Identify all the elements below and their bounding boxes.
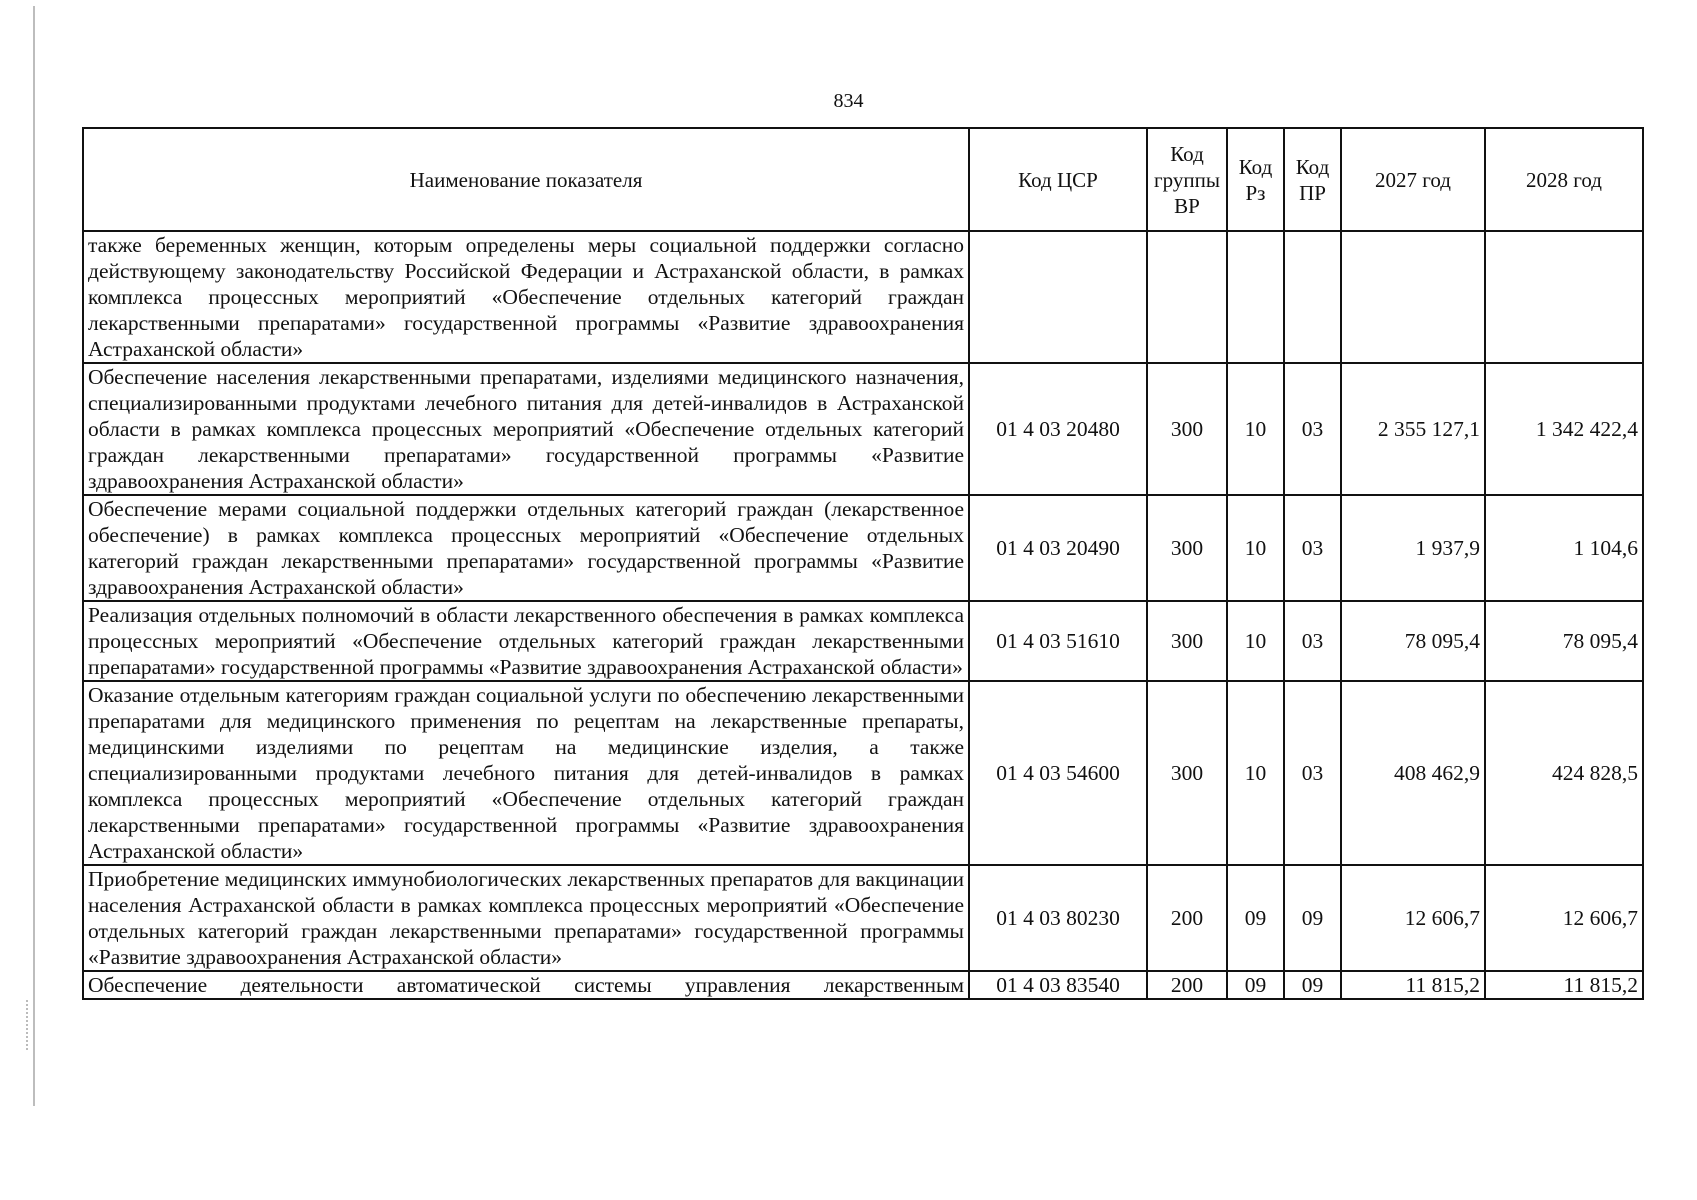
row-vr: 300 (1147, 601, 1227, 681)
row-csr: 01 4 03 54600 (969, 681, 1147, 865)
header-name: Наименование показателя (83, 128, 969, 231)
table-row (83, 231, 1643, 363)
row-2027: 78 095,4 (1341, 601, 1485, 681)
row-name: также беременных женщин, которым определены меры социальной поддержки согласно действующему законодательству Российской Федерации и Астраханской области, в рамках комплекса процессных мероприятий «Обеспечение отдельных категорий граждан лекарственными препаратами» государственной программы «Развитие здравоохранения Астраханской области» (83, 231, 969, 363)
row-vr (1147, 231, 1227, 363)
row-csr (969, 231, 1147, 363)
row-2027: 408 462,9 (1341, 681, 1485, 865)
row-csr: 01 4 03 20480 (969, 363, 1147, 495)
row-2028 (1485, 231, 1643, 363)
row-rz (1227, 231, 1284, 363)
row-vr: 300 (1147, 363, 1227, 495)
row-2027 (1341, 231, 1485, 363)
row-vr: 300 (1147, 495, 1227, 601)
row-csr: 01 4 03 51610 (969, 601, 1147, 681)
row-2027: 11 815,2 (1341, 971, 1485, 999)
row-name: Реализация отдельных полномочий в области лекарственного обеспечения в рамках комплекса процессных мероприятий «Обеспечение отдельных категорий граждан лекарственными препаратами» государственной программы «Развитие здравоохранения Астраханской области» (83, 601, 969, 681)
header-2028: 2028 год (1485, 128, 1643, 231)
row-pr: 03 (1284, 495, 1341, 601)
header-pr: Код ПР (1284, 128, 1341, 231)
header-row (83, 128, 1643, 231)
table-row (83, 865, 1643, 971)
row-2028: 424 828,5 (1485, 681, 1643, 865)
row-vr: 200 (1147, 971, 1227, 999)
header-2027: 2027 год (1341, 128, 1485, 231)
row-rz: 10 (1227, 363, 1284, 495)
row-vr: 200 (1147, 865, 1227, 971)
row-pr: 03 (1284, 363, 1341, 495)
row-name: Обеспечение мерами социальной поддержки отдельных категорий граждан (лекарственное обеспечение) в рамках комплекса процессных мероприятий «Обеспечение отдельных категорий граждан лекарственными препаратами» государственной программы «Развитие здравоохранения Астраханской области» (83, 495, 969, 601)
row-csr: 01 4 03 20490 (969, 495, 1147, 601)
row-pr: 03 (1284, 601, 1341, 681)
row-2028: 11 815,2 (1485, 971, 1643, 999)
row-rz: 09 (1227, 865, 1284, 971)
header-vr: Код группы ВР (1147, 128, 1227, 231)
row-rz: 10 (1227, 601, 1284, 681)
row-2028: 1 342 422,4 (1485, 363, 1643, 495)
scan-margin-dots (26, 1000, 30, 1050)
row-name: Обеспечение деятельности автоматической системы управления лекарственным (83, 971, 969, 999)
row-2027: 12 606,7 (1341, 865, 1485, 971)
row-2028: 12 606,7 (1485, 865, 1643, 971)
row-rz: 10 (1227, 681, 1284, 865)
row-csr: 01 4 03 83540 (969, 971, 1147, 999)
row-2027: 2 355 127,1 (1341, 363, 1485, 495)
row-name: Обеспечение населения лекарственными препаратами, изделиями медицинского назначения, специализированными продуктами лечебного питания для детей-инвалидов в Астраханской области в рамках комплекса процессных мероприятий «Обеспечение отдельных категорий граждан лекарственными препаратами» государственной программы «Развитие здравоохранения Астраханской области» (83, 363, 969, 495)
row-vr: 300 (1147, 681, 1227, 865)
row-2028: 1 104,6 (1485, 495, 1643, 601)
budget-table (82, 127, 1644, 1000)
table-row (83, 363, 1643, 495)
row-csr: 01 4 03 80230 (969, 865, 1147, 971)
row-pr: 09 (1284, 971, 1341, 999)
row-pr: 09 (1284, 865, 1341, 971)
row-rz: 10 (1227, 495, 1284, 601)
row-name: Оказание отдельным категориям граждан социальной услуги по обеспечению лекарственными препаратами для медицинского применения по рецептам на лекарственные препараты, медицинскими изделиями по рецептам на медицинские изделия, а также специализированными продуктами лечебного питания для детей-инвалидов в рамках комплекса процессных мероприятий «Обеспечение отдельных категорий граждан лекарственными препаратами» государственной программы «Развитие здравоохранения Астраханской области» (83, 681, 969, 865)
table-row (83, 681, 1643, 865)
row-name: Приобретение медицинских иммунобиологических лекарственных препаратов для вакцинации населения Астраханской области в рамках комплекса процессных мероприятий «Обеспечение отдельных категорий граждан лекарственными препаратами» государственной программы «Развитие здравоохранения Астраханской области» (83, 865, 969, 971)
header-csr: Код ЦСР (969, 128, 1147, 231)
row-2027: 1 937,9 (1341, 495, 1485, 601)
scan-margin-line (33, 6, 35, 1106)
row-pr: 03 (1284, 681, 1341, 865)
page-number: 834 (833, 90, 864, 112)
table-row (83, 971, 1643, 999)
table-row (83, 495, 1643, 601)
header-rz: Код Рз (1227, 128, 1284, 231)
row-rz: 09 (1227, 971, 1284, 999)
row-2028: 78 095,4 (1485, 601, 1643, 681)
table-row (83, 601, 1643, 681)
row-pr (1284, 231, 1341, 363)
